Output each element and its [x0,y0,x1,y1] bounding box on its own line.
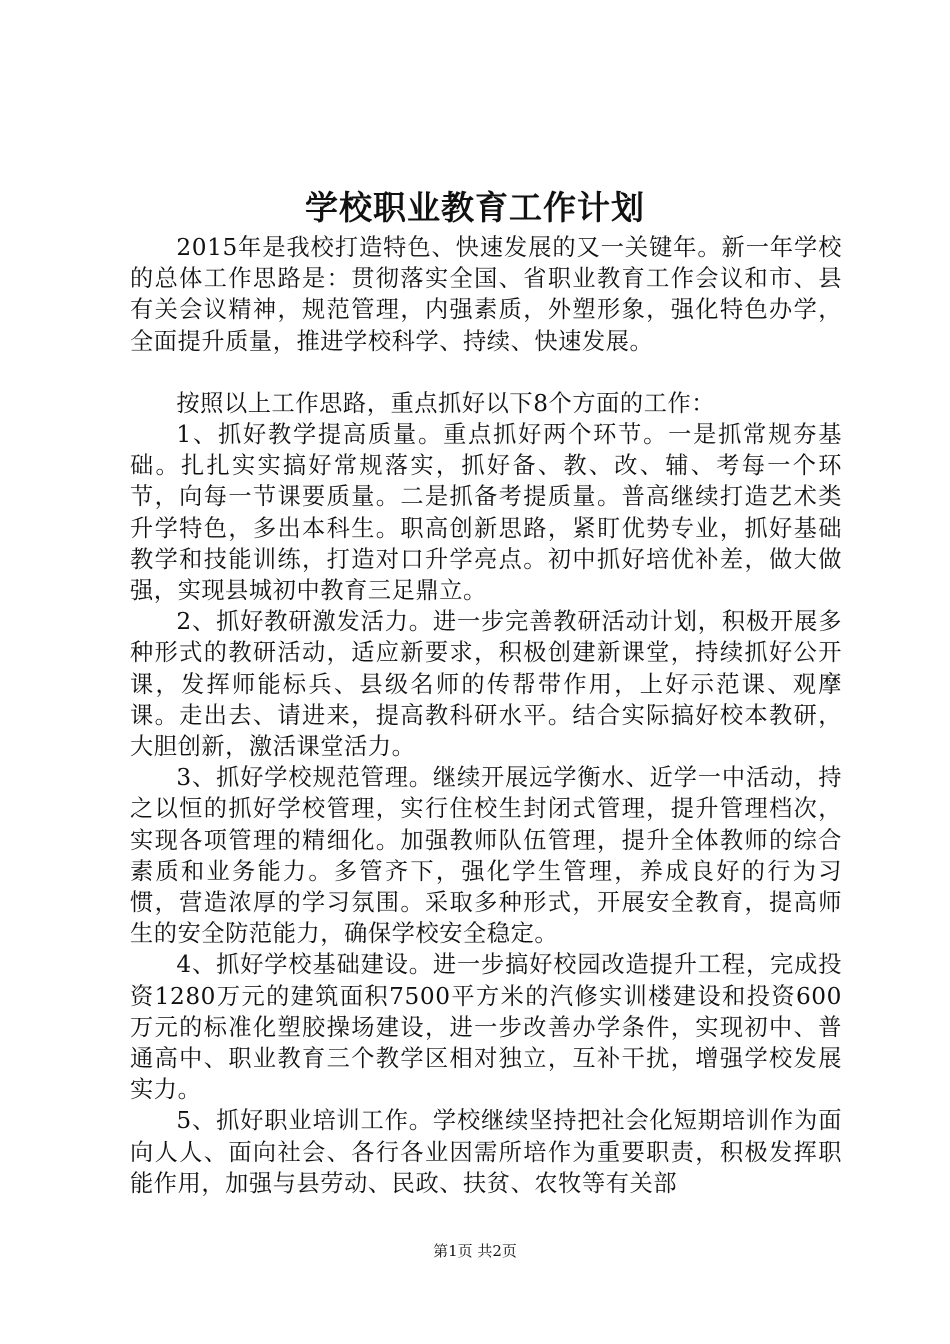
document-body [130,232,842,1199]
paragraph-item-4: 4、抓好学校基础建设。进一步搞好校园改造提升工程，完成投资1280万元的建筑面积7500平方米的汽修实训楼建设和投资600万元的标准化塑胶操场建设，进一步改善办学条件，实现初中、普通高中、职业教育三个教学区相对独立，互补干扰，增强学校发展实力。 [130,951,842,1104]
page-footer: 第1页 共2页 [433,1242,517,1260]
paragraph-item-2: 2、抓好教研激发活力。进一步完善教研活动计划，积极开展多种形式的教研活动，适应新要求，积极创建新课堂，持续抓好公开课，发挥师能标兵、县级名师的传帮带作用，上好示范课、观摩课。走出去、请进来，提高教科研水平。结合实际搞好校本教研，大胆创新，激活课堂活力。 [130,608,842,761]
paragraph-item-3: 3、抓好学校规范管理。继续开展远学衡水、近学一中活动，持之以恒的抓好学校管理，实行住校生封闭式管理，提升管理档次，实现各项管理的精细化。加强教师队伍管理，提升全体教师的综合素质和业务能力。多管齐下，强化学生管理，养成良好的行为习惯，营造浓厚的学习氛围。采取多种形式，开展安全教育，提高师生的安全防范能力，确保学校安全稳定。 [130,764,842,948]
paragraph-item-5: 5、抓好职业培训工作。学校继续坚持把社会化短期培训作为面向人人、面向社会、各行各业因需所培作为重要职责，积极发挥职能作用，加强与县劳动、民政、扶贫、农牧等有关部 [130,1107,842,1197]
paragraph-intro: 2015年是我校打造特色、快速发展的又一关键年。新一年学校的总体工作思路是：贯彻落实全国、省职业教育工作会议和市、县有关会议精神，规范管理，内强素质，外塑形象，强化特色办学，全面提升质量，推进学校科学、持续、快速发展。 [130,234,842,355]
document-title: 学校职业教育工作计划 [305,188,645,227]
paragraph-overview: 按照以上工作思路，重点抓好以下8个方面的工作： [176,389,716,417]
paragraph-item-1: 1、抓好教学提高质量。重点抓好两个环节。一是抓常规夯基础。扎扎实实搞好常规落实，抓好备、教、改、辅、考每一个环节，向每一节课要质量。二是抓备考提质量。普高继续打造艺术类升学特色，多出本科生。职高创新思路，紧盯优势专业，抓好基础教学和技能训练，打造对口升学亮点。初中抓好培优补差，做大做强，实现县城初中教育三足鼎立。 [130,421,842,605]
